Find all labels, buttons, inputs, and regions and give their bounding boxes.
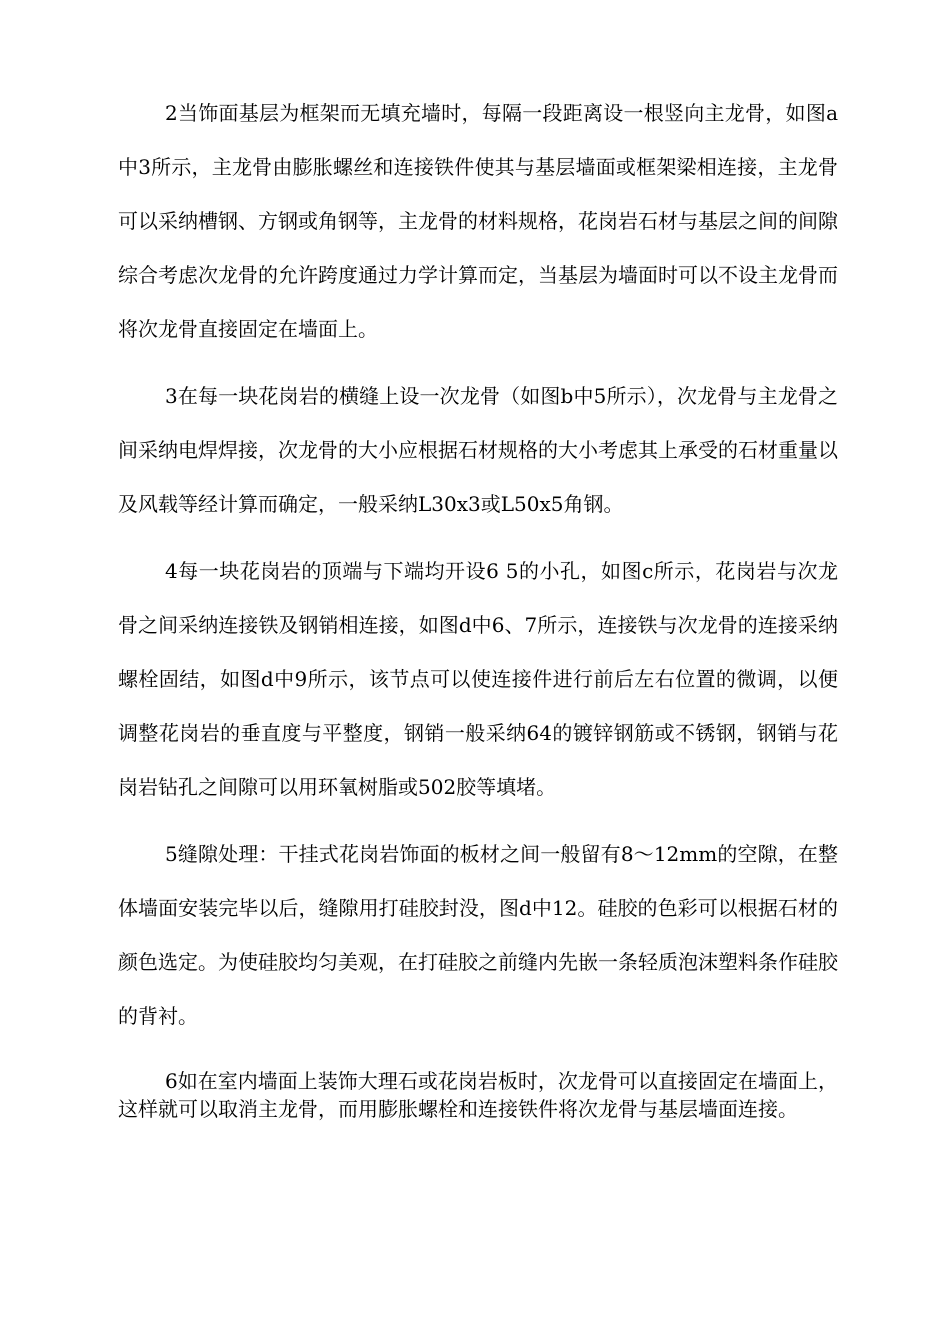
paragraph-4: 4每一块花岗岩的顶端与下端均开设6 5的小孔，如图c所示，花岗岩与次龙骨之间采纳连接铁及钢销相连接，如图d中6、7所示，连接铁与次龙骨的连接采纳螺栓固结，如图d中9所示，该节点可以使连接件进行前后左右位置的微调，以便调整花岗岩的垂直度与平整度，钢销一般采纳64的镀锌钢筋或不锈钢，钢销与花岗岩钻孔之间隙可以用环氧树脂或502胶等填堵。	[118, 559, 838, 799]
paragraph-6: 6如在室内墙面上装饰大理石或花岗岩板时，次龙骨可以直接固定在墙面上，这样就可以取消主龙骨，而用膨胀螺栓和连接铁件将次龙骨与基层墙面连接。	[118, 1069, 838, 1121]
paragraph-2: 2当饰面基层为框架而无填充墙时，每隔一段距离设一根竖向主龙骨，如图a中3所示，主龙骨由膨胀螺丝和连接铁件使其与基层墙面或框架梁相连接，主龙骨可以采纳槽钢、方钢或角钢等，主龙骨的材料规格，花岗岩石材与基层之间的间隙综合考虑次龙骨的允许跨度通过力学计算而定，当基层为墙面时可以不设主龙骨而将次龙骨直接固定在墙面上。	[118, 101, 838, 341]
document-page	[118, 86, 838, 1136]
paragraph-5: 5缝隙处理：干挂式花岗岩饰面的板材之间一般留有8〜12mm的空隙，在整体墙面安装完毕以后，缝隙用打硅胶封没，图d中12。硅胶的色彩可以根据石材的颜色选定。为使硅胶均匀美观，在打硅胶之前缝内先嵌一条轻质泡沫塑料条作硅胶的背衬。	[118, 842, 838, 1028]
paragraph-3: 3在每一块花岗岩的横缝上设一次龙骨（如图b中5所示），次龙骨与主龙骨之间采纳电焊焊接，次龙骨的大小应根据石材规格的大小考虑其上承受的石材重量以及风载等经计算而确定，一般采纳L30x3或L50x5角钢。	[118, 384, 838, 516]
